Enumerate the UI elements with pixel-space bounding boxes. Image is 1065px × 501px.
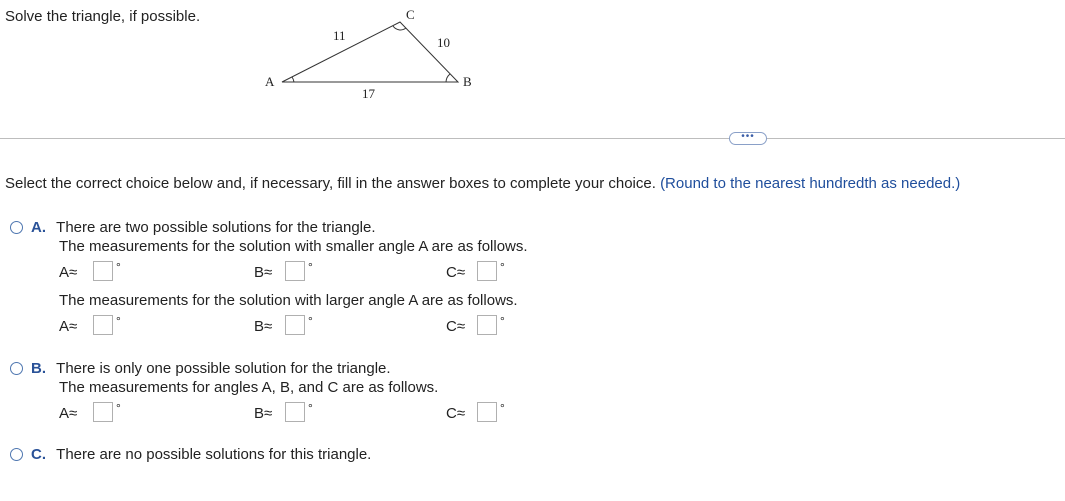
instructions (5, 175, 960, 192)
choice-a-heading (31, 219, 376, 236)
rounding-hint: (Round to the nearest hundredth as needed.) (660, 175, 961, 192)
side-ab-label: 17 (362, 86, 375, 101)
choice-b-radio[interactable] (10, 362, 23, 375)
choice-a-line2: The measurements for the solution with larger angle A are as follows. (59, 292, 518, 309)
b-a-label: A≈ (59, 405, 78, 422)
vertex-b-label: B (463, 74, 472, 89)
choice-c-heading (31, 446, 371, 463)
problem-prompt: Solve the triangle, if possible. (5, 8, 201, 25)
b-b-answer-box[interactable] (285, 402, 305, 422)
c2-answer-box[interactable] (477, 315, 497, 335)
choice-b-line1: The measurements for angles A, B, and C are as follows. (59, 379, 439, 396)
c1-label: C≈ (446, 264, 466, 281)
b-a-answer-box[interactable] (93, 402, 113, 422)
section-divider (0, 138, 1065, 139)
instruction-text: Select the correct choice below and, if necessary, fill in the answer boxes to complete your choice. (5, 175, 656, 192)
a1-answer-box[interactable] (93, 261, 113, 281)
b-a-degree: ° (116, 401, 121, 415)
choice-a-letter: A. (31, 219, 46, 236)
c1-answer-box[interactable] (477, 261, 497, 281)
side-ac-label: 11 (333, 28, 346, 43)
b-c-label: C≈ (446, 405, 466, 422)
b2-answer-box[interactable] (285, 315, 305, 335)
b1-answer-box[interactable] (285, 261, 305, 281)
vertex-c-label: C (406, 7, 415, 22)
choice-c-letter: C. (31, 446, 46, 463)
a2-answer-box[interactable] (93, 315, 113, 335)
c1-degree: ° (500, 260, 505, 274)
b1-label: B≈ (254, 264, 273, 281)
c2-degree: ° (500, 314, 505, 328)
a1-label: A≈ (59, 264, 78, 281)
choice-b-heading (31, 360, 391, 377)
choice-a-line1: The measurements for the solution with smaller angle A are as follows. (59, 238, 528, 255)
choice-b-text: There is only one possible solution for the triangle. (56, 360, 391, 377)
choice-a-radio[interactable] (10, 221, 23, 234)
b-b-label: B≈ (254, 405, 273, 422)
angle-a-arc (292, 77, 294, 82)
choice-c-text: There are no possible solutions for this triangle. (56, 446, 372, 463)
choice-a-text: There are two possible solutions for the triangle. (56, 219, 376, 236)
c2-label: C≈ (446, 318, 466, 335)
side-bc-label: 10 (437, 35, 450, 50)
choice-c-radio[interactable] (10, 448, 23, 461)
triangle-outline (282, 22, 458, 82)
triangle-figure (255, 5, 495, 105)
angle-b-arc (446, 74, 450, 82)
b-c-answer-box[interactable] (477, 402, 497, 422)
a2-label: A≈ (59, 318, 78, 335)
vertex-a-label: A (265, 74, 275, 89)
choice-b-letter: B. (31, 360, 46, 377)
a2-degree: ° (116, 314, 121, 328)
b1-degree: ° (308, 260, 313, 274)
b-c-degree: ° (500, 401, 505, 415)
a1-degree: ° (116, 260, 121, 274)
more-options-button[interactable]: ••• (729, 132, 767, 145)
b-b-degree: ° (308, 401, 313, 415)
b2-degree: ° (308, 314, 313, 328)
b2-label: B≈ (254, 318, 273, 335)
